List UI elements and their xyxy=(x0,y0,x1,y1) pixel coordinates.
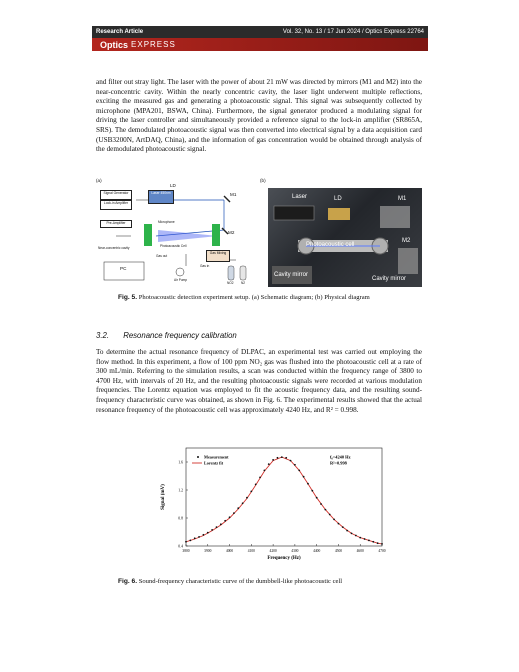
x-tick-label: 4200 xyxy=(269,549,277,553)
body-paragraph-1: and filter out stray light. The laser with the power of about 21 mW was directed by mirrors (M1 and M2) into the near-concentric cavity. Within the nearly concentric cavity, the laser light underwent multiple reflections, exciting the measured gas and generating a photoacoustic signal. This signal was subsequently collected by microphone (MPA201, BSWA, China). Furthermore, the signal generator produced a modulating signal for driving the laser controller and simultaneously provided a reference signal to the lock-in amplifier (SR865A, SRS). The demodulated photoacoustic signal was then converted into electrical signal by a data acquisition card (USB3200N, ArtDAQ, China), and the information of gas concentration would be obtained through analysis of the demodulated photoacoustic signal. xyxy=(96,78,422,154)
m2-label: M2 xyxy=(228,230,235,235)
pump-label: Air Pump xyxy=(174,278,188,282)
signal-generator-box: Signal Generator xyxy=(100,190,132,200)
photo-laser-label: Laser xyxy=(292,194,308,200)
no2-label: NO2 xyxy=(227,281,234,285)
data-point-measurement xyxy=(359,537,361,539)
figure-5-schematic xyxy=(96,178,256,288)
panel-label-a: (a) xyxy=(96,178,102,183)
citation: Vol. 32, No. 13 / 17 Jun 2024 / Optics Express 22764 xyxy=(282,29,424,35)
y-tick-label: 0.8 xyxy=(178,516,183,521)
annotation-f0: f₀=4240 Hz xyxy=(330,454,351,460)
data-point-measurement xyxy=(311,490,313,492)
series-line-lorentz-fit xyxy=(186,454,382,544)
data-point-measurement xyxy=(264,470,266,472)
journal-brand xyxy=(92,38,428,51)
data-point-measurement xyxy=(316,497,318,499)
data-point-measurement xyxy=(198,536,200,538)
data-point-measurement xyxy=(277,457,279,459)
x-tick-label: 4600 xyxy=(356,549,364,553)
data-point-measurement xyxy=(364,538,366,540)
data-point-measurement xyxy=(290,460,292,462)
data-point-measurement xyxy=(333,519,335,521)
section-number: 3.2. xyxy=(96,331,110,340)
figure-6-chart xyxy=(150,438,390,568)
data-point-measurement xyxy=(237,507,239,509)
data-point-measurement xyxy=(203,534,205,536)
article-type: Research Article xyxy=(96,29,144,35)
y-tick-label: 1.6 xyxy=(178,460,183,465)
data-point-measurement xyxy=(351,533,353,535)
figure-5-photo xyxy=(260,178,422,288)
data-point-measurement xyxy=(216,526,218,528)
data-point-measurement xyxy=(298,470,300,472)
data-point-measurement xyxy=(346,530,348,532)
laser-box: Laser 450nm xyxy=(148,190,174,204)
photo-ld-label: LD xyxy=(334,196,342,202)
lockin-box: Lock-in Amplifier xyxy=(100,200,132,210)
data-point-measurement xyxy=(342,526,344,528)
data-point-measurement xyxy=(320,503,322,505)
n2-label: N2 xyxy=(241,281,246,285)
x-tick-label: 4400 xyxy=(313,549,321,553)
data-point-measurement xyxy=(294,464,296,466)
x-tick-label: 4100 xyxy=(247,549,255,553)
annotation-r2: R²=0.998 xyxy=(330,460,347,466)
data-point-measurement xyxy=(368,540,370,542)
photo-cavity-mirror-left-label: Cavity mirror xyxy=(274,272,308,278)
data-point-measurement xyxy=(329,514,331,516)
data-point-measurement xyxy=(285,457,287,459)
data-point-measurement xyxy=(355,535,357,537)
data-point-measurement xyxy=(255,484,257,486)
gas-in-label: Gas in xyxy=(200,264,210,268)
data-point-measurement xyxy=(185,541,187,543)
data-point-measurement xyxy=(189,540,191,542)
data-point-measurement xyxy=(233,512,235,514)
x-tick-label: 3900 xyxy=(204,549,212,553)
data-point-measurement xyxy=(224,520,226,522)
figure-5-caption-label: Fig. 5. xyxy=(118,294,138,301)
x-tick-label: 4300 xyxy=(291,549,299,553)
section-heading xyxy=(96,331,237,340)
brand-bold: Optics xyxy=(100,39,129,50)
data-point-measurement xyxy=(242,502,244,504)
m1-label: M1 xyxy=(230,192,237,197)
data-point-measurement xyxy=(229,516,231,518)
data-point-measurement xyxy=(220,523,222,525)
x-tick-label: 4000 xyxy=(225,549,234,553)
figure-6-caption-text: Sound-frequency characteristic curve of the dumbbell-like photoacoustic cell xyxy=(138,578,343,585)
photo-m2-label: M2 xyxy=(402,238,411,244)
cavity-label: Near-concentric cavity xyxy=(98,246,130,250)
preamp-box: Pre-Amplifier xyxy=(100,220,132,228)
journal-header-bar xyxy=(92,26,428,38)
ld-label: LD xyxy=(170,183,176,188)
x-axis-label: Frequency (Hz) xyxy=(267,556,301,561)
data-point-measurement xyxy=(272,459,274,461)
figure-6-caption-label: Fig. 6. xyxy=(118,578,138,585)
legend-label-fit: Lorentz fit xyxy=(204,460,224,466)
figure-5-caption xyxy=(118,294,408,303)
x-tick-label: 4700 xyxy=(378,549,386,553)
data-point-measurement xyxy=(246,497,248,499)
data-point-measurement xyxy=(268,463,270,465)
data-point-measurement xyxy=(211,529,213,531)
gas-mixing-box: Gas Mixing xyxy=(206,250,230,262)
legend-label-measurement: Measurement xyxy=(204,454,229,460)
figure-6-caption xyxy=(118,578,418,587)
legend-marker-measurement xyxy=(197,456,199,458)
data-point-measurement xyxy=(259,477,261,479)
photo-pa-cell-label: Photoacoustic cell xyxy=(306,242,355,248)
setup-photo xyxy=(268,188,422,287)
data-point-measurement xyxy=(338,523,340,525)
data-point-measurement xyxy=(281,456,283,458)
data-point-measurement xyxy=(303,476,305,478)
figure-5-caption-text: Photoacoustic detection experiment setup. (a) Schematic diagram; (b) Physical diagram xyxy=(138,294,370,301)
y-tick-label: 0.4 xyxy=(178,544,183,549)
y-tick-label: 1.2 xyxy=(178,488,183,493)
x-tick-label: 3800 xyxy=(182,549,190,553)
data-point-measurement xyxy=(207,532,209,534)
section-title: Resonance frequency calibration xyxy=(123,331,237,340)
data-point-measurement xyxy=(194,537,196,539)
data-point-measurement xyxy=(372,541,374,543)
data-point-measurement xyxy=(250,491,252,493)
pa-cell-label: Photoacoustic Cell xyxy=(160,244,187,248)
pc-label: PC xyxy=(120,266,127,271)
photo-m1-label: M1 xyxy=(398,196,407,202)
data-point-measurement xyxy=(324,509,326,511)
brand-rest: EXPRESS xyxy=(131,40,176,49)
body-paragraph-2: To determine the actual resonance frequency of DLPAC, an experimental test was carried out employing the flow method. In this experiment, a flow of 100 ppm NO₂ gas was flushed into the photoacoustic cell at a rate of 300 mL/min. Referring to the simulation results, a scan was conducted within the frequency range of 3800 to 4700 Hz, with intervals of 20 Hz, and the resulting photoacoustic signals were recorded at various modulation frequencies. The Lorentz equation was employed to fit the acoustic frequency data, and the resulting sound-frequency characteristic curve was obtained, as shown in Fig. 6. The experimental results showed that the actual resonance frequency of the photoacoustic cell was approximately 4240 Hz, and R² = 0.998. xyxy=(96,348,422,414)
y-axis-label: Signal (mV) xyxy=(161,484,166,510)
panel-label-b: (b) xyxy=(260,178,266,183)
figure-5 xyxy=(96,178,422,288)
photo-cavity-mirror-right-label: Cavity mirror xyxy=(372,276,406,282)
microphone-label: Microphone xyxy=(158,220,175,224)
gas-out-label: Gas out xyxy=(156,254,168,258)
data-point-measurement xyxy=(307,483,309,485)
x-tick-label: 4500 xyxy=(334,549,343,553)
data-point-measurement xyxy=(381,543,383,545)
chart-svg xyxy=(150,438,390,568)
data-point-measurement xyxy=(377,542,379,544)
